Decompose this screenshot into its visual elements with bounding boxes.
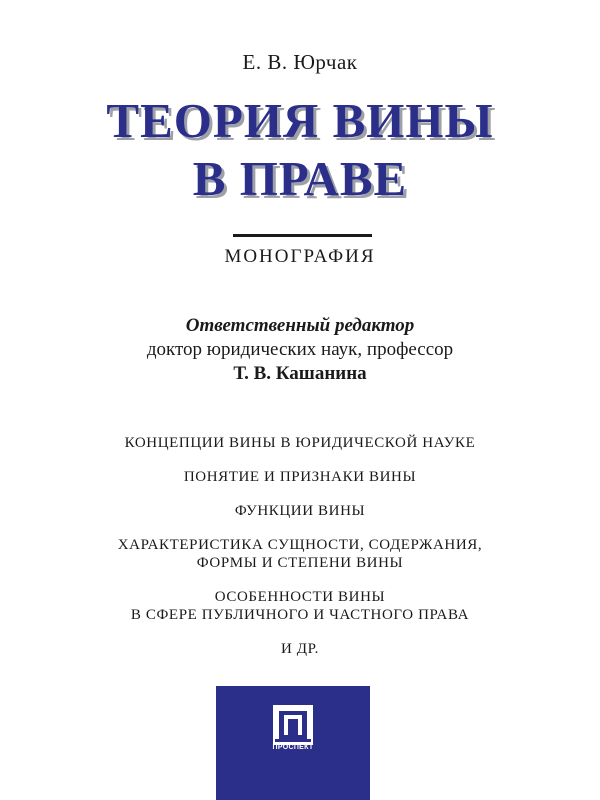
publisher-block: [216, 686, 370, 800]
book-genre: МОНОГРАФИЯ: [224, 246, 376, 267]
editor-role: Ответственный редактор: [185, 315, 415, 336]
topic-line: И ДР.: [280, 641, 320, 657]
editor-credentials: доктор юридических наук, профессор: [146, 339, 454, 360]
editor-block: [0, 314, 600, 386]
topic-line: ФОРМЫ И СТЕПЕНИ ВИНЫ: [196, 555, 404, 571]
topic-item: [0, 434, 600, 452]
title-divider: [233, 234, 372, 237]
topic-line: ПОНЯТИЕ И ПРИЗНАКИ ВИНЫ: [183, 469, 417, 485]
author-name: Е. В. Юрчак: [242, 50, 358, 74]
book-title-line-2: В ПРАВЕ: [192, 151, 408, 206]
topic-line: В СФЕРЕ ПУБЛИЧНОГО И ЧАСТНОГО ПРАВА: [130, 607, 470, 623]
topic-line: ОСОБЕННОСТИ ВИНЫ: [214, 589, 386, 605]
book-title: [0, 92, 600, 208]
topics-list: [0, 434, 600, 674]
topic-item: [0, 502, 600, 520]
topic-line: ХАРАКТЕРИСТИКА СУЩНОСТИ, СОДЕРЖАНИЯ,: [117, 537, 483, 553]
topic-item: [0, 640, 600, 658]
topic-line: КОНЦЕПЦИИ ВИНЫ В ЮРИДИЧЕСКОЙ НАУКЕ: [124, 435, 476, 451]
topic-line: ФУНКЦИИ ВИНЫ: [234, 503, 366, 519]
editor-name: Т. В. Кашанина: [233, 363, 367, 384]
prospekt-logo-icon: [273, 705, 313, 745]
topic-item: [0, 468, 600, 486]
topic-item: [0, 588, 600, 624]
topic-item: [0, 536, 600, 572]
book-title-line-1: ТЕОРИЯ ВИНЫ: [106, 93, 494, 148]
publisher-name: ПРОСПЕКТ: [272, 744, 314, 751]
